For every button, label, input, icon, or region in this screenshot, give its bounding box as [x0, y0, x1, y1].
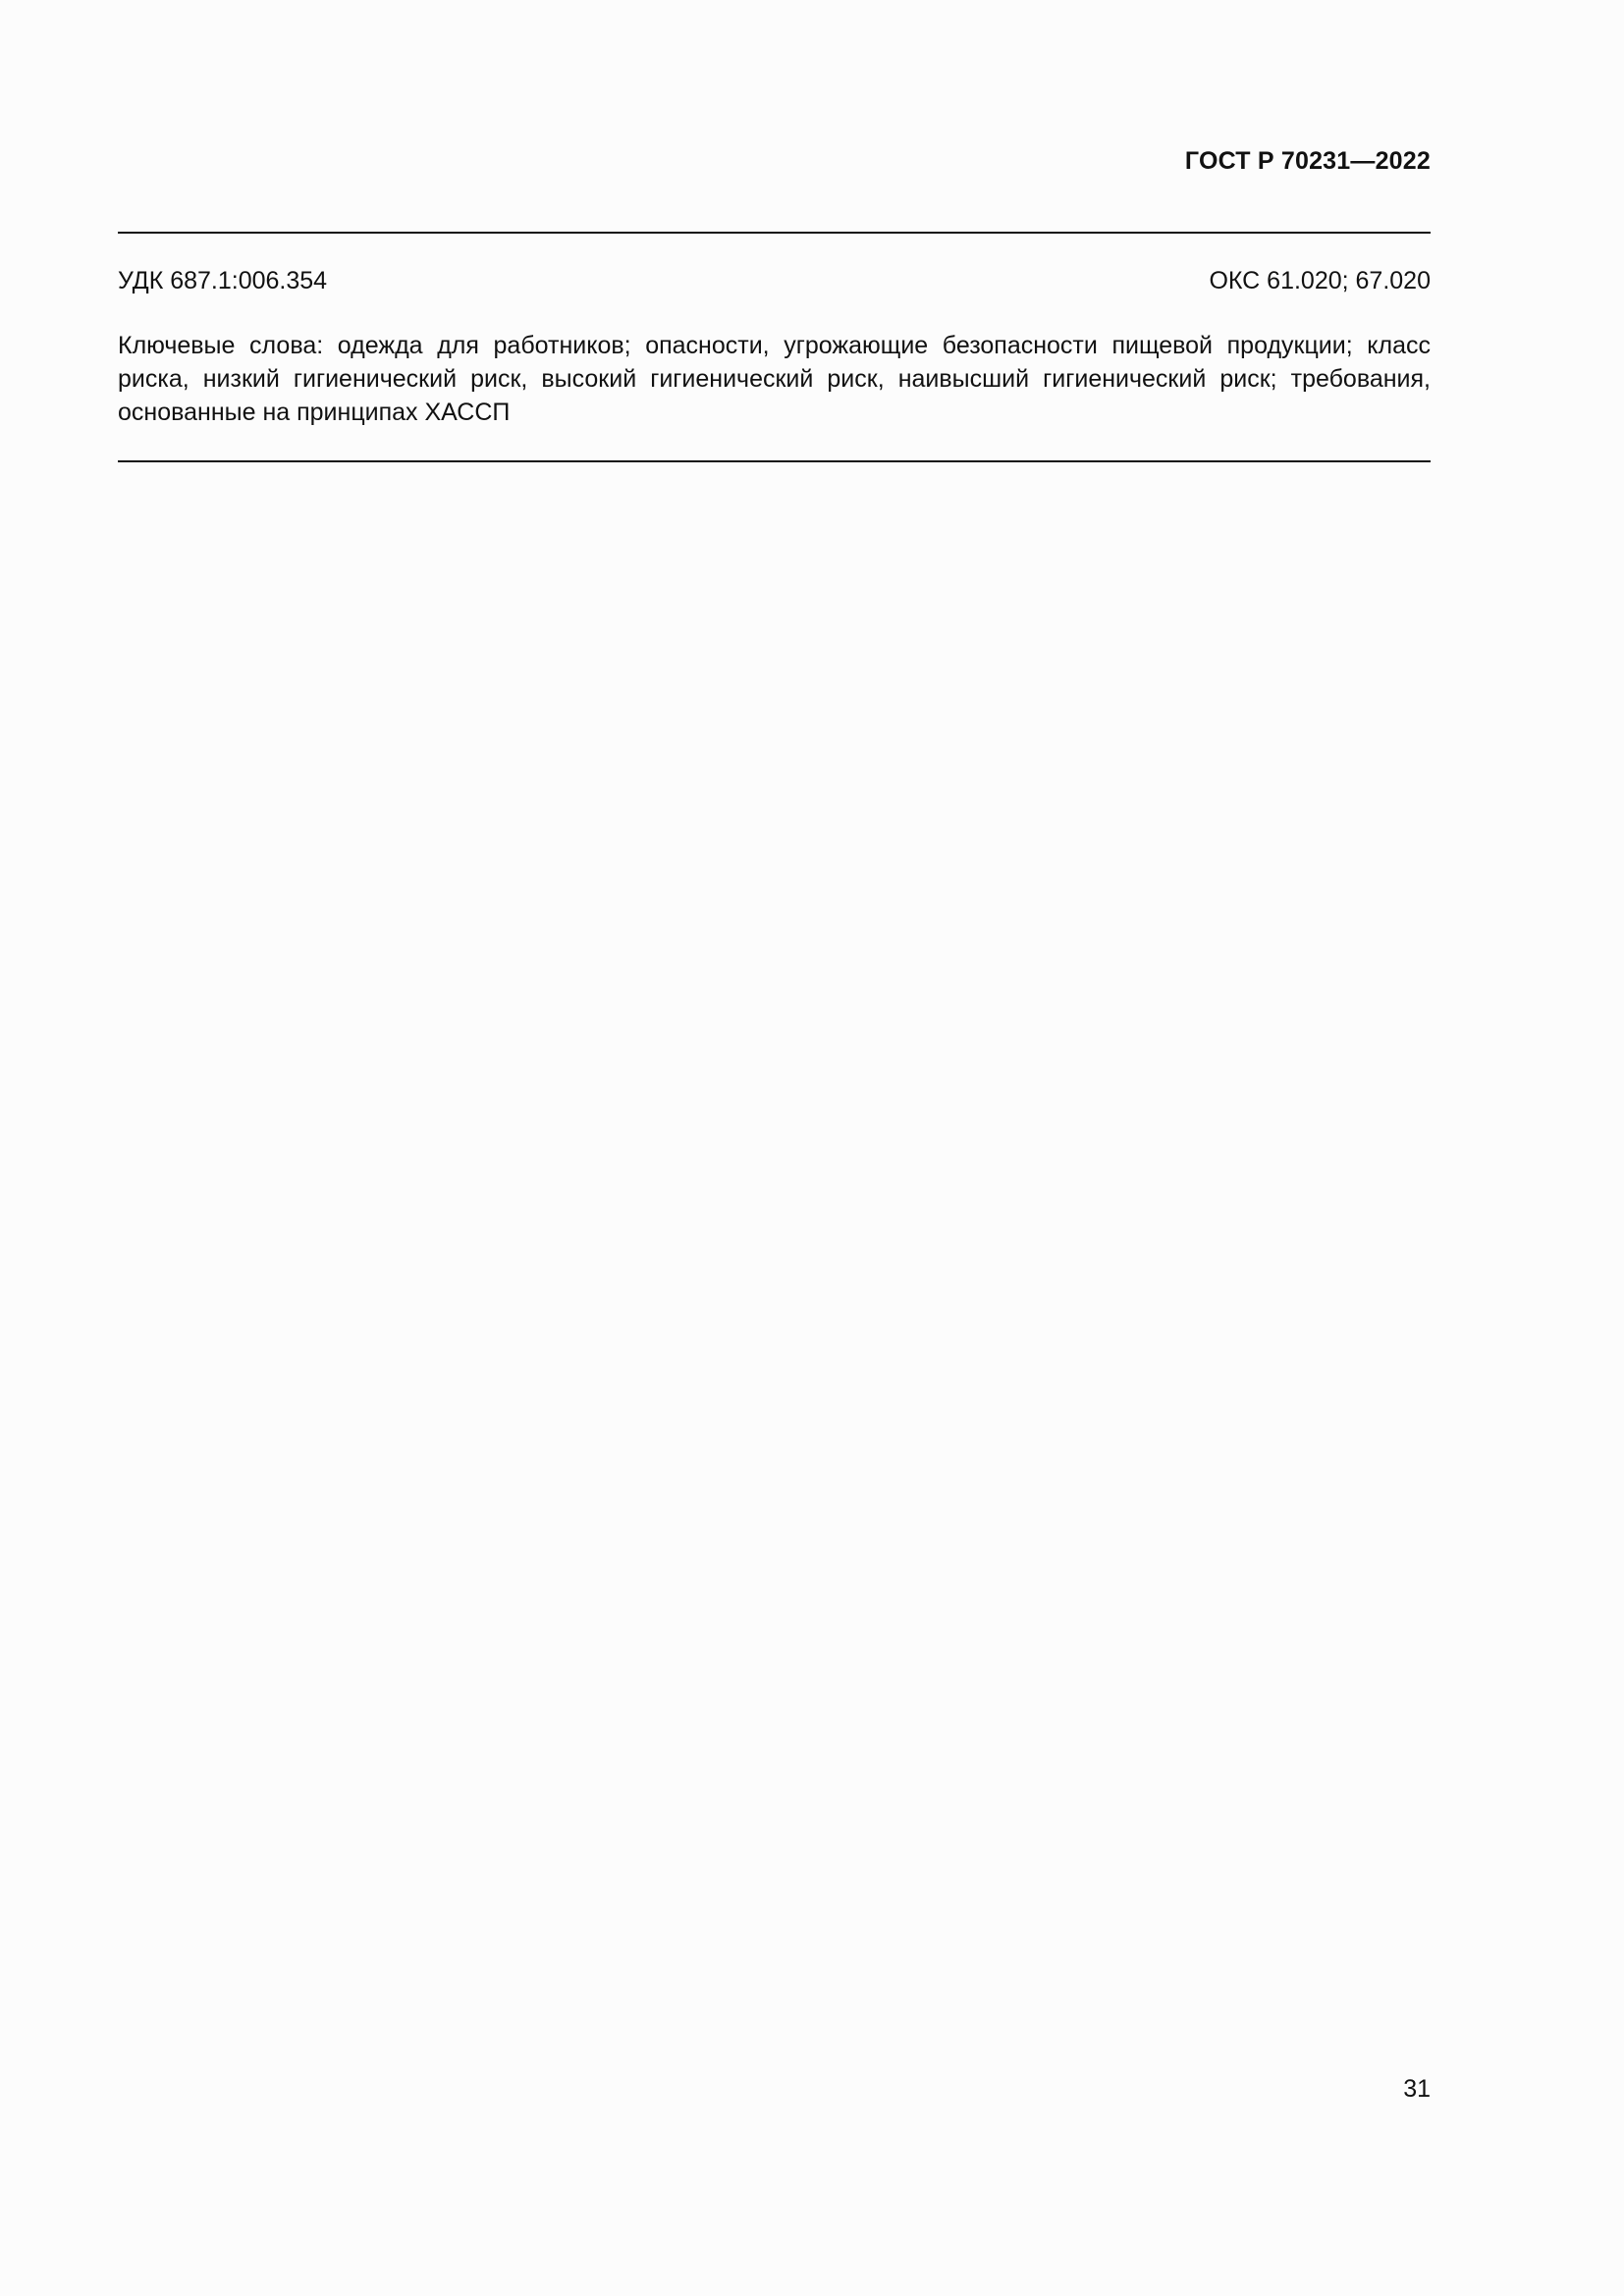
page-number: 31 — [1403, 2075, 1431, 2103]
udc-code: УДК 687.1:006.354 — [118, 267, 328, 294]
standard-code: ГОСТ Р 70231—2022 — [1184, 147, 1431, 175]
oks-code: ОКС 61.020; 67.020 — [1209, 267, 1431, 294]
top-divider — [118, 232, 1431, 234]
classification-row — [118, 267, 1431, 295]
keywords-paragraph: Ключевые слова: одежда для работников; опасности, угрожающие безопасности пищевой продукции; класс риска, низкий гигиенический риск, высокий гигиенический риск, наивысший гигиенический риск; требования, основанные на принципах ХАССП — [118, 332, 1431, 426]
bottom-divider — [118, 460, 1431, 462]
